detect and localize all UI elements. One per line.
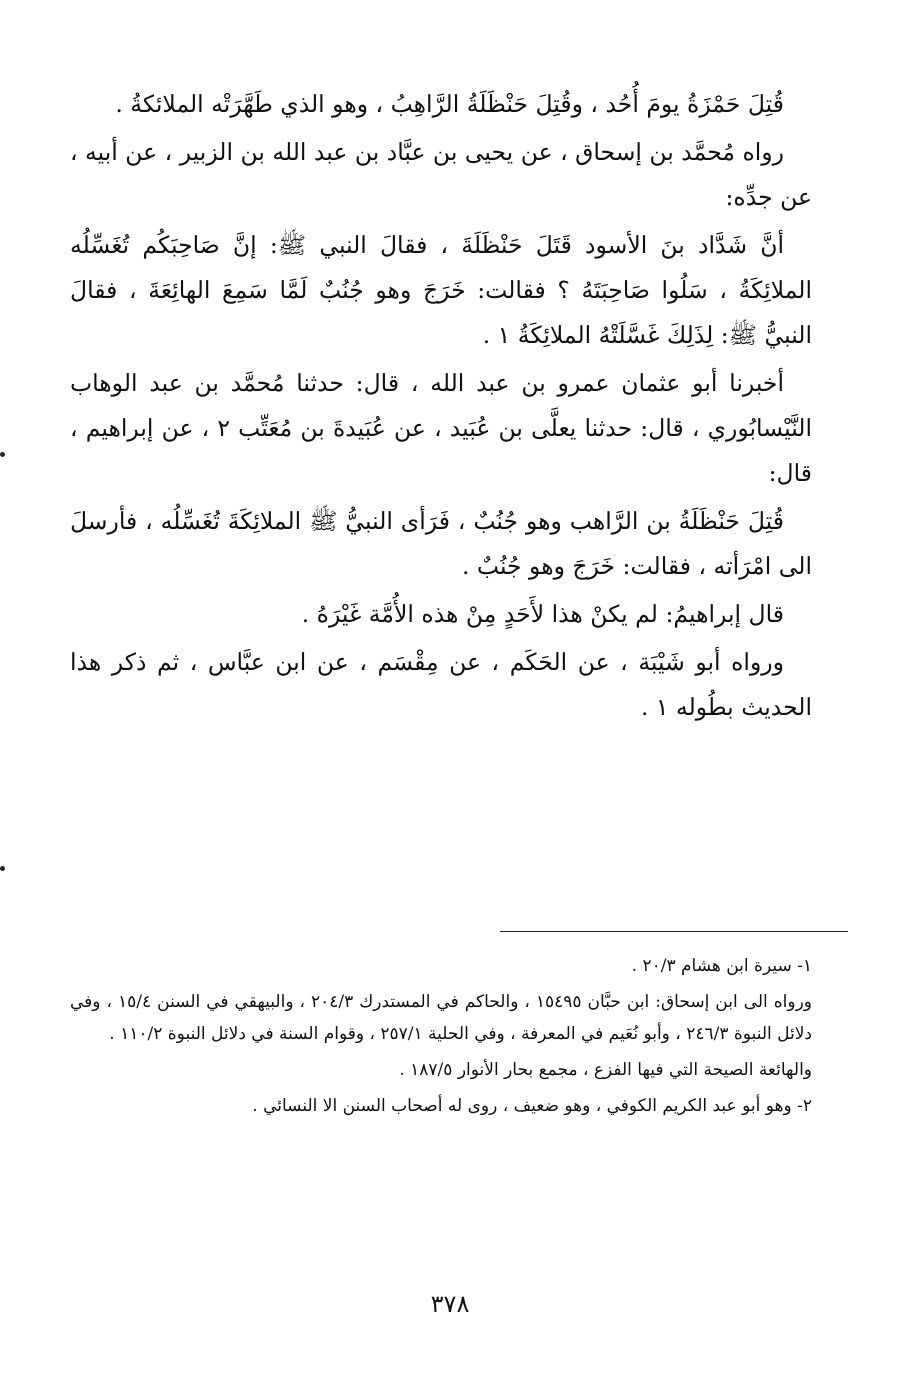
footnotes-block bbox=[70, 950, 812, 1126]
main-text-block bbox=[70, 82, 812, 733]
paragraph-isnad-ibn-ishaq: رواه مُحمَّد بن إسحاق ، عن يحيى بن عبَّاد بن عبد الله بن الزبير ، عن أبيه ، عن جدِّه: bbox=[70, 138, 812, 211]
left-edge-mark bbox=[0, 452, 5, 457]
paragraph-hanzala-killed: قُتِلَ حَمْزَةُ يومَ أُحُد ، وقُتِلَ حَنْظَلَةُ الرَّاهِبُ ، وهو الذي طَهَّرَتْه الملائكةُ . bbox=[115, 90, 784, 118]
footnote-1-sources: ورواه الى ابن إسحاق: ابن حبَّان ١٥٤٩٥ ، والحاكم في المستدرك ٢٠٤/٣ ، والبيهقي في السنن ١٥/٤ ، وفي دلائل النبوة ٢٤٦/٣ ، وأبو نُعَيم في المعرفة ، وفي الحلية ٢٥٧/١ ، وقوام السنة في دلائل النبوة ١١٠/٢ . bbox=[70, 992, 813, 1044]
page-number: ٣٧٨ bbox=[430, 1290, 470, 1318]
paragraph-abu-shayba: ورواه أبو شَيْبَة ، عن الحَكَم ، عن مِقْسَم ، عن ابن عبَّاس ، ثم ذكر هذا الحديث بطُوله ١ . bbox=[70, 648, 812, 721]
paragraph-shaddad-hadith: أنَّ شَدَّاد بنَ الأسود قَتَلَ حَنْظَلَةَ ، فقالَ النبي ﷺ: إنَّ صَاحِبَكُم تُغَسِّلُه الملائِكَةُ ، سَلُوا صَاحِبَتَهُ ؟ فقالت: خَرَجَ وهو جُنُبٌ لَمَّا سَمِعَ الهائِعَةَ ، فقالَ النبيُّ ﷺ: لِذَلِكَ غَسَّلَتْهُ الملائِكَةُ ١ . bbox=[70, 231, 812, 349]
footnote-separator bbox=[500, 931, 848, 932]
paragraph-ibrahim-comment: قال إبراهيمُ: لم يكنْ هذا لأَحَدٍ مِنْ هذه الأُمَّة غَيْرَهُ . bbox=[301, 600, 784, 628]
paragraph-isnad-abu-uthman: أخبرنا أبو عثمان عمرو بن عبد الله ، قال: حدثنا مُحمَّد بن عبد الوهاب النَّيْسابُوري ، قال: حدثنا يعلَّى بن عُبَيد ، عن عُبَيدةَ بن مُعَتِّب ٢ ، عن إبراهيم ، قال: bbox=[70, 369, 812, 487]
footnote-1: ١- سيرة ابن هشام ٢٠/٣ . bbox=[631, 956, 812, 976]
footnote-2: ٢- وهو أبو عبد الكريم الكوفي ، وهو ضعيف ، روى له أصحاب السنن الا النسائي . bbox=[252, 1096, 812, 1116]
paragraph-ibrahim-narration: قُتِلَ حَنْظَلَةُ بن الرَّاهب وهو جُنُبٌ ، فَرَأى النبيُّ ﷺ الملائِكَةَ تُغَسِّلُه ، فأرسلَ الى امْرَأته ، فقالت: خَرَجَ وهو جُنُبٌ . bbox=[70, 507, 812, 580]
footnote-1-definition: والهائعة الصيحة التي فيها الفزع ، مجمع بحار الأنوار ١٨٧/٥ . bbox=[399, 1060, 812, 1080]
left-edge-mark-lower bbox=[0, 866, 5, 871]
